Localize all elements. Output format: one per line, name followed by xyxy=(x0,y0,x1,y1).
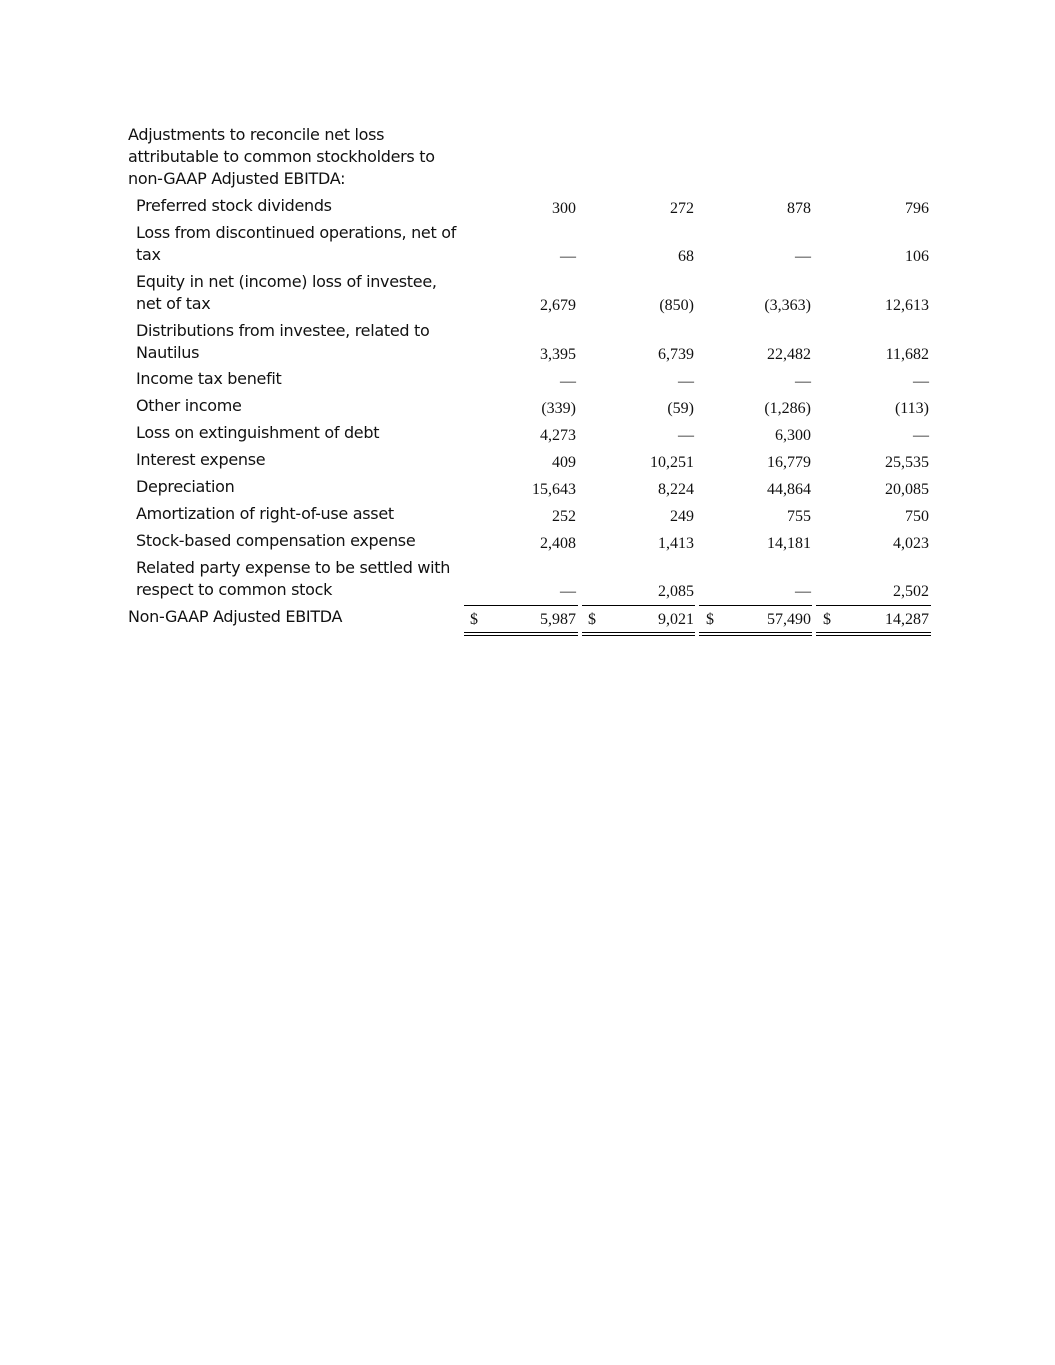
row-value: 8,224 xyxy=(658,481,694,498)
row-label: Interest expense xyxy=(136,450,266,469)
total-value: 57,490 xyxy=(767,611,811,628)
row-value: — xyxy=(678,427,694,444)
row-label: Loss on extinguishment of debt xyxy=(136,423,380,442)
row-value: 878 xyxy=(787,200,811,217)
row-label: Related party expense to be settled with respect to common stock xyxy=(136,558,451,599)
row-value: 6,300 xyxy=(775,427,811,444)
row-value: 796 xyxy=(905,200,929,217)
row-value: 3,395 xyxy=(540,346,576,363)
row-value: 2,085 xyxy=(658,583,694,600)
row-value: 300 xyxy=(552,200,576,217)
subtotal-rule xyxy=(816,605,931,606)
row-label: Equity in net (income) loss of investee, net of tax xyxy=(136,272,437,313)
total-value: 9,021 xyxy=(658,611,694,628)
row-value: 25,535 xyxy=(885,454,929,471)
row-label: Income tax benefit xyxy=(136,369,282,388)
row-value: 1,413 xyxy=(658,535,694,552)
row-label: Stock-based compensation expense xyxy=(136,531,416,550)
currency-symbol: $ xyxy=(588,611,596,628)
row-value: 249 xyxy=(670,508,694,525)
subtotal-rule xyxy=(464,605,578,606)
row-value: 750 xyxy=(905,508,929,525)
row-value: 10,251 xyxy=(650,454,694,471)
subtotal-rule xyxy=(699,605,812,606)
row-value: 252 xyxy=(552,508,576,525)
row-value: (850) xyxy=(659,297,694,314)
row-value: 15,643 xyxy=(532,481,576,498)
section-heading: Adjustments to reconcile net loss attributable to common stockholders to non-GAAP Adjusted EBITDA: xyxy=(128,125,435,188)
row-value: 20,085 xyxy=(885,481,929,498)
row-value: (339) xyxy=(541,400,576,417)
total-double-rule xyxy=(582,632,695,636)
row-value: — xyxy=(913,427,929,444)
row-value: (59) xyxy=(667,400,694,417)
row-value: 6,739 xyxy=(658,346,694,363)
total-double-rule xyxy=(699,632,812,636)
currency-symbol: $ xyxy=(470,611,478,628)
row-value: 4,273 xyxy=(540,427,576,444)
row-value: 106 xyxy=(905,248,929,265)
row-value: — xyxy=(560,248,576,265)
row-value: 2,408 xyxy=(540,535,576,552)
row-label: Other income xyxy=(136,396,242,415)
total-value: 5,987 xyxy=(540,611,576,628)
row-value: 68 xyxy=(678,248,694,265)
row-label: Depreciation xyxy=(136,477,235,496)
row-value: (113) xyxy=(894,400,929,417)
row-value: 11,682 xyxy=(885,346,929,363)
currency-symbol: $ xyxy=(823,611,831,628)
row-value: — xyxy=(560,583,576,600)
currency-symbol: $ xyxy=(706,611,714,628)
row-value: — xyxy=(913,373,929,390)
subtotal-rule xyxy=(582,605,695,606)
row-value: 409 xyxy=(552,454,576,471)
row-value: — xyxy=(795,583,811,600)
row-label: Preferred stock dividends xyxy=(136,196,332,215)
row-value: (1,286) xyxy=(764,400,811,417)
row-label: Distributions from investee, related to Nautilus xyxy=(136,321,430,362)
total-double-rule xyxy=(816,632,931,636)
row-value: 755 xyxy=(787,508,811,525)
row-label: Amortization of right-of-use asset xyxy=(136,504,394,523)
row-value: 22,482 xyxy=(767,346,811,363)
row-value: 2,502 xyxy=(893,583,929,600)
row-value: 16,779 xyxy=(767,454,811,471)
row-value: 14,181 xyxy=(767,535,811,552)
total-double-rule xyxy=(464,632,578,636)
row-label: Loss from discontinued operations, net of tax xyxy=(136,223,457,264)
row-value: — xyxy=(795,373,811,390)
row-value: — xyxy=(678,373,694,390)
row-value: — xyxy=(560,373,576,390)
row-value: 4,023 xyxy=(893,535,929,552)
row-value: 2,679 xyxy=(540,297,576,314)
row-value: 44,864 xyxy=(767,481,811,498)
row-value: — xyxy=(795,248,811,265)
row-value: (3,363) xyxy=(764,297,811,314)
row-value: 12,613 xyxy=(885,297,929,314)
row-value: 272 xyxy=(670,200,694,217)
total-value: 14,287 xyxy=(885,611,929,628)
total-label: Non-GAAP Adjusted EBITDA xyxy=(128,607,343,626)
